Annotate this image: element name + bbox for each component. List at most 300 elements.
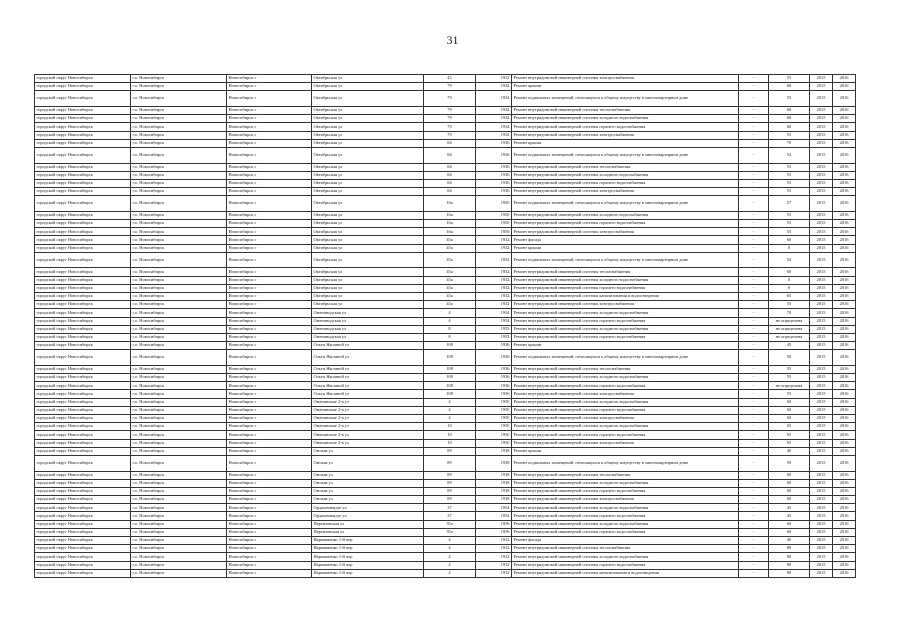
cell-house: 4 — [424, 309, 476, 317]
cell-house: 45а — [424, 244, 476, 252]
cell-work-type: Ремонт крыши — [512, 342, 739, 350]
cell-settlement: г.о. Новосибирск — [131, 561, 227, 569]
cell-street: Октябрьская ул — [312, 236, 424, 244]
table-row — [35, 520, 856, 528]
table-row — [35, 439, 856, 447]
cell-settlement: г.о. Новосибирск — [131, 91, 227, 107]
table-row — [35, 342, 856, 350]
cell-locality: Новосибирск г — [227, 471, 312, 479]
cell-district: городской округ Новосибирск — [35, 496, 131, 504]
cell-locality: Новосибирск г — [227, 83, 312, 91]
cell-year-built: 1932 — [476, 561, 512, 569]
cell-dash: - — [739, 325, 769, 333]
cell-district: городской округ Новосибирск — [35, 520, 131, 528]
cell-work-type: Ремонт подвальных помещений, относящихся к общему имуществу в многоквартирном доме — [512, 350, 739, 366]
cell-locality: Новосибирск г — [227, 171, 312, 179]
cell-street: Нарымменко 1-й пер — [312, 545, 424, 553]
cell-street: Октябрьская ул — [312, 276, 424, 284]
cell-year-built: 1956 — [476, 520, 512, 528]
cell-dash: - — [739, 171, 769, 179]
cell-year-to: 2016 — [833, 333, 856, 341]
cell-dash: - — [739, 131, 769, 139]
cell-locality: Новосибирск г — [227, 365, 312, 373]
cell-work-type: Ремонт внутридомовой инженерной системы электроснабжения — [512, 75, 739, 83]
cell-street: Ольги Жилиной ул — [312, 374, 424, 382]
cell-district: городской округ Новосибирск — [35, 284, 131, 292]
cell-house: 89 — [424, 447, 476, 455]
table-row — [35, 471, 856, 479]
cell-district: городской округ Новосибирск — [35, 561, 131, 569]
cell-year-built: 1932 — [476, 537, 512, 545]
cell-dash: - — [739, 504, 769, 512]
cell-house: 45 — [424, 75, 476, 83]
cell-year-to: 2016 — [833, 365, 856, 373]
cell-dash: - — [739, 350, 769, 366]
cell-settlement: г.о. Новосибирск — [131, 512, 227, 520]
cell-tariff: 65 — [769, 292, 810, 300]
cell-work-type: Ремонт внутридомовой инженерной системы горячего водоснабжения — [512, 179, 739, 187]
cell-house: 45а — [424, 268, 476, 276]
cell-year-built: 1934 — [476, 123, 512, 131]
cell-year-built: 1936 — [476, 188, 512, 196]
table-row — [35, 553, 856, 561]
cell-year-from: 2015 — [810, 350, 833, 366]
cell-district: городской округ Новосибирск — [35, 390, 131, 398]
cell-year-to: 2016 — [833, 512, 856, 520]
cell-dash: - — [739, 115, 769, 123]
cell-work-type: Ремонт внутридомовой инженерной системы холодного водоснабжения — [512, 398, 739, 406]
table-row — [35, 188, 856, 196]
table-row — [35, 309, 856, 317]
cell-year-from: 2015 — [810, 496, 833, 504]
cell-locality: Новосибирск г — [227, 455, 312, 471]
cell-year-from: 2015 — [810, 455, 833, 471]
cell-district: городской округ Новосибирск — [35, 471, 131, 479]
cell-work-type: Ремонт внутридомовой инженерной системы холодного водоснабжения — [512, 374, 739, 382]
cell-locality: Новосибирск г — [227, 115, 312, 123]
cell-settlement: г.о. Новосибирск — [131, 301, 227, 309]
cell-work-type: Ремонт внутридомовой инженерной системы холодного водоснабжения — [512, 171, 739, 179]
table-row — [35, 325, 856, 333]
cell-street: Ольги Жилиной ул — [312, 365, 424, 373]
cell-street: Октябрьская ул — [312, 284, 424, 292]
cell-settlement: г.о. Новосибирск — [131, 382, 227, 390]
cell-dash: - — [739, 301, 769, 309]
table-row — [35, 496, 856, 504]
cell-locality: Новосибирск г — [227, 211, 312, 219]
cell-year-to: 2016 — [833, 292, 856, 300]
table-row — [35, 244, 856, 252]
cell-tariff: 60 — [769, 471, 810, 479]
cell-street: Омская ул — [312, 487, 424, 495]
cell-year-built: 1936 — [476, 342, 512, 350]
cell-street: Омская ул — [312, 496, 424, 504]
cell-house: 35а — [424, 520, 476, 528]
cell-settlement: г.о. Новосибирск — [131, 504, 227, 512]
cell-year-built: 1954 — [476, 512, 512, 520]
cell-settlement: г.о. Новосибирск — [131, 455, 227, 471]
cell-year-from: 2015 — [810, 528, 833, 536]
cell-dash: - — [739, 406, 769, 414]
cell-street: Омская ул — [312, 455, 424, 471]
cell-dash: - — [739, 188, 769, 196]
cell-street: Октябрьская ул — [312, 301, 424, 309]
cell-street: Нарымменко 1-й пер — [312, 569, 424, 577]
cell-work-type: Ремонт внутридомовой инженерной системы холодного водоснабжения — [512, 504, 739, 512]
cell-locality: Новосибирск г — [227, 504, 312, 512]
cell-tariff: 55 — [769, 188, 810, 196]
cell-street: Октябрьская ул — [312, 139, 424, 147]
table-row — [35, 83, 856, 91]
cell-work-type: Ремонт внутридомовой инженерной системы теплоснабжения — [512, 365, 739, 373]
cell-locality: Новосибирск г — [227, 487, 312, 495]
cell-tariff: 60 — [769, 268, 810, 276]
cell-year-from: 2015 — [810, 561, 833, 569]
cell-settlement: г.о. Новосибирск — [131, 284, 227, 292]
cell-settlement: г.о. Новосибирск — [131, 276, 227, 284]
table-row — [35, 211, 856, 219]
cell-tariff: 55 — [769, 365, 810, 373]
cell-district: городской округ Новосибирск — [35, 439, 131, 447]
table-row — [35, 196, 856, 212]
cell-house: 16а — [424, 211, 476, 219]
cell-tariff: не определена — [769, 382, 810, 390]
cell-year-built: 1954 — [476, 504, 512, 512]
cell-house: 79 — [424, 131, 476, 139]
cell-street: Ольги Жилиной ул — [312, 350, 424, 366]
cell-work-type: Ремонт внутридомовой инженерной системы горячего водоснабжения — [512, 528, 739, 536]
table-row — [35, 171, 856, 179]
cell-year-to: 2016 — [833, 496, 856, 504]
table-row — [35, 537, 856, 545]
cell-house: 79 — [424, 83, 476, 91]
cell-locality: Новосибирск г — [227, 398, 312, 406]
table-row — [35, 414, 856, 422]
cell-work-type: Ремонт крыши — [512, 83, 739, 91]
cell-district: городской округ Новосибирск — [35, 163, 131, 171]
cell-district: городской округ Новосибирск — [35, 447, 131, 455]
cell-dash: - — [739, 83, 769, 91]
cell-work-type: Ремонт внутридомовой инженерной системы теплоснабжения — [512, 268, 739, 276]
cell-house: 4 — [424, 537, 476, 545]
cell-year-built: 1932 — [476, 236, 512, 244]
cell-year-to: 2016 — [833, 487, 856, 495]
cell-house: 10 — [424, 439, 476, 447]
table-row — [35, 504, 856, 512]
cell-house: 84 — [424, 171, 476, 179]
cell-work-type: Ремонт крыши — [512, 447, 739, 455]
cell-year-from: 2015 — [810, 398, 833, 406]
cell-dash: - — [739, 276, 769, 284]
table-row — [35, 284, 856, 292]
cell-district: городской округ Новосибирск — [35, 83, 131, 91]
cell-settlement: г.о. Новосибирск — [131, 292, 227, 300]
cell-year-built: 1936 — [476, 147, 512, 163]
cell-year-built: 1936 — [476, 374, 512, 382]
cell-district: городской округ Новосибирск — [35, 487, 131, 495]
cell-year-built: 1934 — [476, 115, 512, 123]
cell-locality: Новосибирск г — [227, 382, 312, 390]
cell-year-from: 2015 — [810, 537, 833, 545]
cell-street: Октябрьская ул — [312, 220, 424, 228]
cell-street: Октябрьская ул — [312, 171, 424, 179]
cell-year-to: 2016 — [833, 545, 856, 553]
cell-tariff: 60 — [769, 398, 810, 406]
cell-year-built: 1936 — [476, 163, 512, 171]
cell-settlement: г.о. Новосибирск — [131, 115, 227, 123]
cell-tariff: 45 — [769, 504, 810, 512]
cell-year-from: 2015 — [810, 325, 833, 333]
cell-house: 16а — [424, 196, 476, 212]
cell-district: городской округ Новосибирск — [35, 244, 131, 252]
cell-locality: Новосибирск г — [227, 350, 312, 366]
cell-house: 4 — [424, 406, 476, 414]
cell-year-from: 2015 — [810, 147, 833, 163]
cell-street: Нарымменко 1-й пер — [312, 553, 424, 561]
cell-street: Омюзавские 2-я ул — [312, 423, 424, 431]
cell-locality: Новосибирск г — [227, 333, 312, 341]
cell-tariff: 55 — [769, 75, 810, 83]
cell-tariff: 60 — [769, 479, 810, 487]
cell-district: городской округ Новосибирск — [35, 545, 131, 553]
cell-settlement: г.о. Новосибирск — [131, 365, 227, 373]
cell-work-type: Ремонт внутридомовой инженерной системы горячего водоснабжения — [512, 284, 739, 292]
cell-dash: - — [739, 123, 769, 131]
cell-settlement: г.о. Новосибирск — [131, 333, 227, 341]
cell-year-from: 2015 — [810, 374, 833, 382]
cell-year-to: 2016 — [833, 479, 856, 487]
cell-street: Омюзавские 2-я ул — [312, 431, 424, 439]
cell-year-from: 2015 — [810, 91, 833, 107]
cell-settlement: г.о. Новосибирск — [131, 244, 227, 252]
cell-tariff: 55 — [769, 179, 810, 187]
cell-year-from: 2015 — [810, 301, 833, 309]
cell-locality: Новосибирск г — [227, 309, 312, 317]
cell-house: 45а — [424, 284, 476, 292]
cell-year-built: 1934 — [476, 91, 512, 107]
cell-district: городской округ Новосибирск — [35, 131, 131, 139]
cell-settlement: г.о. Новосибирск — [131, 196, 227, 212]
cell-work-type: Ремонт внутридомовой инженерной системы горячего водоснабжения — [512, 487, 739, 495]
cell-year-built: 1932 — [476, 268, 512, 276]
cell-street: Октябрьская ул — [312, 211, 424, 219]
cell-tariff: 60 — [769, 406, 810, 414]
cell-locality: Новосибирск г — [227, 75, 312, 83]
cell-locality: Новосибирск г — [227, 325, 312, 333]
cell-year-to: 2016 — [833, 106, 856, 114]
cell-street: Нарымменко 1-й пер — [312, 537, 424, 545]
cell-locality: Новосибирск г — [227, 439, 312, 447]
cell-tariff: 0 — [769, 244, 810, 252]
cell-street: Омюзавские 2-я ул — [312, 414, 424, 422]
cell-year-to: 2016 — [833, 276, 856, 284]
cell-dash: - — [739, 382, 769, 390]
cell-work-type: Ремонт внутридомовой инженерной системы холодного водоснабжения — [512, 276, 739, 284]
cell-year-to: 2016 — [833, 398, 856, 406]
cell-house: 4 — [424, 398, 476, 406]
cell-year-from: 2015 — [810, 220, 833, 228]
cell-tariff: 80 — [769, 561, 810, 569]
cell-tariff: 60 — [769, 414, 810, 422]
table-row — [35, 252, 856, 268]
cell-year-to: 2016 — [833, 284, 856, 292]
cell-settlement: г.о. Новосибирск — [131, 553, 227, 561]
cell-work-type: Ремонт внутридомовой инженерной системы теплоснабжения — [512, 545, 739, 553]
cell-year-built: 1932 — [476, 292, 512, 300]
cell-work-type: Ремонт внутридомовой инженерной системы горячего водоснабжения — [512, 431, 739, 439]
cell-settlement: г.о. Новосибирск — [131, 447, 227, 455]
cell-district: городской округ Новосибирск — [35, 512, 131, 520]
cell-work-type: Ремонт крыши — [512, 244, 739, 252]
cell-year-to: 2016 — [833, 139, 856, 147]
cell-house: 16а — [424, 220, 476, 228]
cell-year-to: 2016 — [833, 569, 856, 577]
cell-house: 10 — [424, 423, 476, 431]
table-row — [35, 569, 856, 577]
cell-house: 10 — [424, 431, 476, 439]
cell-street: Октябрьская ул — [312, 83, 424, 91]
cell-dash: - — [739, 147, 769, 163]
cell-year-built: 1938 — [476, 471, 512, 479]
cell-street: Октябрьская ул — [312, 179, 424, 187]
cell-settlement: г.о. Новосибирск — [131, 479, 227, 487]
cell-dash: - — [739, 439, 769, 447]
cell-year-to: 2016 — [833, 382, 856, 390]
cell-house: 84 — [424, 163, 476, 171]
cell-year-from: 2015 — [810, 365, 833, 373]
cell-dash: - — [739, 537, 769, 545]
cell-tariff: 60 — [769, 236, 810, 244]
page-number: 31 — [446, 33, 459, 47]
cell-house: 45а — [424, 276, 476, 284]
cell-year-from: 2015 — [810, 569, 833, 577]
cell-settlement: г.о. Новосибирск — [131, 431, 227, 439]
cell-street: Октябрьская ул — [312, 188, 424, 196]
cell-district: городской округ Новосибирск — [35, 228, 131, 236]
cell-work-type: Ремонт внутридомовой инженерной системы холодного водоснабжения — [512, 309, 739, 317]
cell-work-type: Ремонт крыши — [512, 139, 739, 147]
cell-work-type: Ремонт внутридомовой инженерной системы горячего водоснабжения — [512, 382, 739, 390]
cell-dash: - — [739, 471, 769, 479]
cell-year-from: 2015 — [810, 268, 833, 276]
cell-dash: - — [739, 228, 769, 236]
cell-locality: Новосибирск г — [227, 220, 312, 228]
cell-locality: Новосибирск г — [227, 292, 312, 300]
cell-street: Нарымменко 1-й пер — [312, 561, 424, 569]
table-row — [35, 333, 856, 341]
cell-year-to: 2016 — [833, 196, 856, 212]
cell-dash: - — [739, 342, 769, 350]
cell-settlement: г.о. Новосибирск — [131, 228, 227, 236]
cell-street: Октябрьская ул — [312, 106, 424, 114]
cell-year-built: 1936 — [476, 390, 512, 398]
cell-dash: - — [739, 374, 769, 382]
cell-settlement: г.о. Новосибирск — [131, 406, 227, 414]
cell-year-built: 1938 — [476, 479, 512, 487]
cell-work-type: Ремонт внутридомовой инженерной системы холодного водоснабжения — [512, 211, 739, 219]
cell-year-to: 2016 — [833, 504, 856, 512]
cell-year-built: 1936 — [476, 139, 512, 147]
cell-year-to: 2016 — [833, 455, 856, 471]
cell-year-to: 2016 — [833, 406, 856, 414]
cell-work-type: Ремонт внутридомовой инженерной системы канализования и водоотведения — [512, 292, 739, 300]
cell-district: городской округ Новосибирск — [35, 123, 131, 131]
table-row — [35, 236, 856, 244]
cell-district: городской округ Новосибирск — [35, 171, 131, 179]
cell-year-built: 1950 — [476, 406, 512, 414]
cell-street: Партизанская ул — [312, 528, 424, 536]
cell-dash: - — [739, 284, 769, 292]
cell-district: городской округ Новосибирск — [35, 196, 131, 212]
cell-dash: - — [739, 244, 769, 252]
cell-dash: - — [739, 545, 769, 553]
cell-tariff: 54 — [769, 252, 810, 268]
cell-work-type: Ремонт внутридомовой инженерной системы электроснабжения — [512, 188, 739, 196]
table-row — [35, 479, 856, 487]
cell-tariff: 65 — [769, 439, 810, 447]
cell-tariff: 70 — [769, 309, 810, 317]
cell-work-type: Ремонт подвальных помещений, относящихся к общему имуществу в многоквартирном доме — [512, 91, 739, 107]
cell-tariff: 45 — [769, 512, 810, 520]
cell-street: Октябрьская ул — [312, 268, 424, 276]
cell-year-to: 2016 — [833, 236, 856, 244]
cell-locality: Новосибирск г — [227, 147, 312, 163]
cell-year-from: 2015 — [810, 123, 833, 131]
cell-locality: Новосибирск г — [227, 188, 312, 196]
cell-year-from: 2015 — [810, 423, 833, 431]
cell-dash: - — [739, 512, 769, 520]
cell-district: городской округ Новосибирск — [35, 268, 131, 276]
cell-year-built: 1934 — [476, 131, 512, 139]
cell-settlement: г.о. Новосибирск — [131, 520, 227, 528]
cell-settlement: г.о. Новосибирск — [131, 350, 227, 366]
cell-year-from: 2015 — [810, 390, 833, 398]
cell-street: Октябрьская ул — [312, 147, 424, 163]
cell-year-from: 2015 — [810, 512, 833, 520]
cell-year-from: 2015 — [810, 171, 833, 179]
cell-year-built: 1932 — [476, 276, 512, 284]
cell-tariff: 59 — [769, 455, 810, 471]
cell-year-to: 2016 — [833, 252, 856, 268]
cell-settlement: г.о. Новосибирск — [131, 374, 227, 382]
table-row — [35, 75, 856, 83]
cell-year-built: 1932 — [476, 252, 512, 268]
cell-work-type: Ремонт подвальных помещений, относящихся к общему имуществу в многоквартирном доме — [512, 455, 739, 471]
cell-locality: Новосибирск г — [227, 228, 312, 236]
cell-street: Ольги Жилиной ул — [312, 382, 424, 390]
cell-house: 84 — [424, 147, 476, 163]
cell-district: городской округ Новосибирск — [35, 147, 131, 163]
cell-settlement: г.о. Новосибирск — [131, 569, 227, 577]
cell-year-from: 2015 — [810, 179, 833, 187]
cell-house: 4 — [424, 561, 476, 569]
cell-locality: Новосибирск г — [227, 496, 312, 504]
cell-street: Октябрьская ул — [312, 115, 424, 123]
cell-dash: - — [739, 196, 769, 212]
cell-house: 79 — [424, 106, 476, 114]
cell-work-type: Ремонт внутридомовой инженерной системы холодного водоснабжения — [512, 479, 739, 487]
cell-district: городской округ Новосибирск — [35, 106, 131, 114]
cell-district: городской округ Новосибирск — [35, 115, 131, 123]
cell-settlement: г.о. Новосибирск — [131, 163, 227, 171]
cell-work-type: Ремонт внутридомовой инженерной системы горячего водоснабжения — [512, 220, 739, 228]
cell-year-built: 1938 — [476, 487, 512, 495]
cell-work-type: Ремонт фасада — [512, 236, 739, 244]
cell-year-from: 2015 — [810, 439, 833, 447]
table-row — [35, 382, 856, 390]
cell-district: городской округ Новосибирск — [35, 325, 131, 333]
cell-year-to: 2016 — [833, 163, 856, 171]
